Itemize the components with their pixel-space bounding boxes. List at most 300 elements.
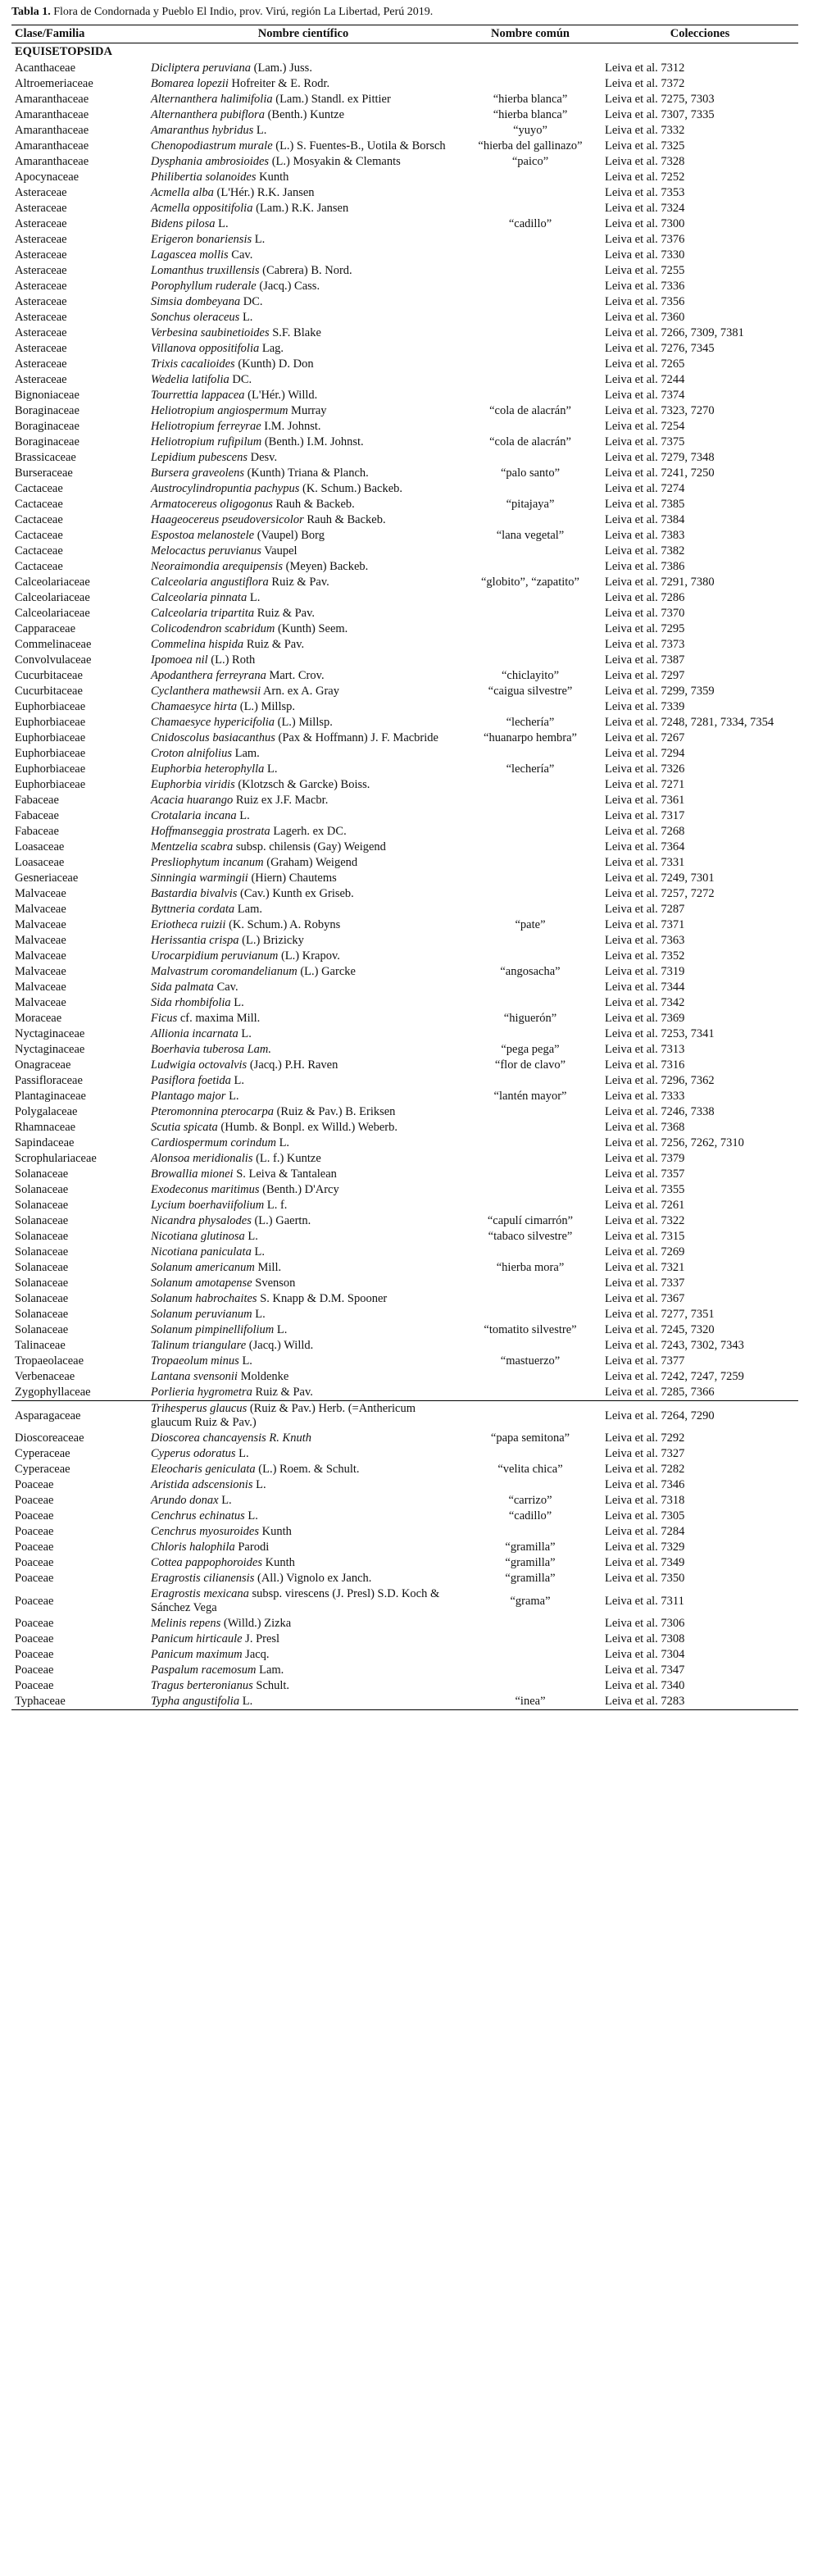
collections-cell: Leiva et al. 7377 [605,1354,685,1368]
table-row [11,1571,798,1586]
author-citation: (Jacq.) Cass. [259,280,320,293]
family-cell: Convolvulaceae [15,653,92,667]
species-epithet: Panicum maximum [151,1648,243,1661]
family-cell: Asteraceae [15,202,67,215]
collections-cell: Leiva et al. 7357 [605,1167,685,1181]
author-citation: (Klotzsch & Garcke) Boiss. [238,778,370,791]
document-page [11,0,798,1710]
scientific-name-cell [148,1571,459,1586]
table-row [11,1663,798,1678]
author-citation: (Kunth) Triana & Planch. [247,467,369,480]
common-name-cell [459,1151,602,1167]
family-cell: Malvaceae [15,934,66,947]
author-citation: (L.) Millsp. [277,716,333,729]
collections-cell: Leiva et al. 7384 [605,513,685,526]
collections-cell: Leiva et al. 7317 [605,809,685,822]
species-epithet: Presliophytum incanum [151,856,264,869]
collections-cell: Leiva et al. 7339 [605,700,685,713]
species-epithet: Boerhavia tuberosa Lam. [151,1043,272,1056]
common-name-cell: “mastuerzo” [500,1354,561,1368]
common-name-cell [459,341,602,357]
table-row [11,1182,798,1198]
family-cell: Poaceae [15,1594,54,1608]
family-cell: Zygophyllaceae [15,1386,91,1399]
collections-cell: Leiva et al. 7323, 7270 [605,404,715,417]
table-row [11,341,798,357]
author-citation: (L.) Gaertn. [254,1214,311,1227]
common-name-cell [459,606,602,621]
common-name-cell [459,1369,602,1385]
collections-cell: Leiva et al. 7253, 7341 [605,1027,715,1040]
family-cell: Asparagaceae [11,1401,148,1431]
table-row [11,61,798,76]
table-row [11,1446,798,1462]
family-cell: Solanaceae [15,1214,69,1227]
family-cell: Cucurbitaceae [15,669,83,682]
scientific-name-cell [148,886,459,902]
collections-cell: Leiva et al. 7371 [605,918,685,931]
author-citation: (Vaupel) Borg [257,529,325,542]
table-row [11,372,798,388]
common-name-cell [459,1632,602,1647]
species-epithet: Lepidium pubescens [151,451,248,464]
family-cell: Fabaceae [15,825,59,838]
scientific-name-cell [148,1555,459,1571]
species-epithet: Commelina hispida [151,638,244,651]
scientific-name-cell [148,544,459,559]
scientific-name-cell [148,61,459,76]
common-name-cell [459,263,602,279]
common-name-cell: “cadillo” [508,217,552,230]
header-scientific-name: Nombre científico [148,25,459,43]
scientific-name-cell [148,388,459,403]
collections-cell: Leiva et al. 7340 [605,1679,685,1692]
scientific-name-cell [148,1182,459,1198]
species-epithet: Cenchrus echinatus [151,1509,245,1522]
species-epithet: Chamaesyce hirta [151,700,238,713]
species-epithet: Solanum americanum [151,1261,255,1274]
scientific-name-cell [148,1198,459,1213]
common-name-cell [459,1524,602,1540]
family-cell: Altroemeriaceae [15,77,93,90]
family-cell: Loasaceae [15,840,65,853]
scientific-name-cell [148,1276,459,1291]
author-citation: (Lam.) Standl. ex Pittier [275,93,391,106]
author-citation: L. [256,124,267,137]
author-citation: DC. [243,295,263,308]
header-row [11,25,798,43]
author-citation: (Humb. & Bonpl. ex Willd.) Weberb. [220,1121,397,1134]
scientific-name-cell [148,1477,459,1493]
species-epithet: Sida palmata [151,981,214,994]
scientific-name-cell [148,1446,459,1462]
family-cell: Solanaceae [15,1308,69,1321]
collections-cell: Leiva et al. 7346 [605,1478,685,1491]
scientific-name-cell [148,559,459,575]
scientific-name-cell [148,248,459,263]
author-citation: Lam. [237,903,262,916]
common-name-cell: “pate” [515,918,546,931]
species-epithet: Scutia spicata [151,1121,218,1134]
collections-cell: Leiva et al. 7324 [605,202,685,215]
common-name-cell: “hierba blanca” [493,108,568,121]
author-citation: L. [218,217,229,230]
scientific-name-cell [148,1540,459,1555]
author-citation: L. [239,809,250,822]
scientific-name-cell [148,232,459,248]
author-citation: Mart. Crov. [269,669,325,682]
species-epithet: Sonchus oleraceus [151,311,240,324]
common-name-cell [459,840,602,855]
author-citation: (L.) Brizicky [242,934,304,947]
author-citation: (L.) Roth [211,653,256,667]
common-name-cell [459,372,602,388]
family-cell: Polygalaceae [15,1105,78,1118]
scientific-name-cell [148,668,459,684]
author-citation: L. [242,311,253,324]
author-citation: (Lam.) Juss. [253,61,312,75]
common-name-cell: “lechería” [506,716,555,729]
species-epithet: Plantago major [151,1090,226,1103]
author-citation: Parodi [238,1541,270,1554]
collections-cell: Leiva et al. 7313 [605,1043,685,1056]
species-epithet: Nicotiana glutinosa [151,1230,245,1243]
scientific-name-cell [148,1524,459,1540]
family-cell: Dioscoreaceae [15,1431,84,1445]
scientific-name-cell [148,684,459,699]
author-citation: Lagerh. ex DC. [273,825,347,838]
author-citation: Ruiz & Pav. [255,1386,313,1399]
scientific-name-cell [148,1493,459,1509]
author-citation: (Jacq.) P.H. Raven [249,1058,338,1072]
table-row [11,793,798,808]
collections-cell: Leiva et al. 7387 [605,653,685,667]
species-epithet: Croton alnifolius [151,747,232,760]
author-citation: Jacq. [245,1648,270,1661]
species-epithet: Acmella alba [151,186,214,199]
author-citation: L. [255,1308,266,1321]
family-cell: Commelinaceae [15,638,92,651]
species-epithet: Philibertia solanoides [151,171,257,184]
author-citation: Desv. [250,451,278,464]
family-cell: Talinaceae [15,1339,66,1352]
family-cell: Poaceae [15,1572,54,1585]
family-cell: Poaceae [15,1478,54,1491]
table-row [11,668,798,684]
common-name-cell [459,933,602,949]
collections-cell: Leiva et al. 7244 [605,373,685,386]
scientific-name-cell [148,107,459,123]
collections-cell: Leiva et al. 7321 [605,1261,685,1274]
author-citation: Ruiz & Pav. [257,607,316,620]
species-epithet: Colicodendron scabridum [151,622,275,635]
species-epithet: Bursera graveolens [151,467,244,480]
header-common-name: Nombre común [459,25,602,43]
family-cell: Cucurbitaceae [15,685,83,698]
species-epithet: Talinum triangulare [151,1339,247,1352]
family-cell: Asteraceae [15,342,67,355]
common-name-cell: “lantén mayor” [493,1090,567,1103]
scientific-name-cell [148,762,459,777]
species-epithet: Tragus berteronianus [151,1679,253,1692]
scientific-name-cell [148,1136,459,1151]
common-name-cell: “caigua silvestre” [488,685,573,698]
family-cell: Asteraceae [15,311,67,324]
common-name-cell [459,1477,602,1493]
family-cell: Poaceae [15,1663,54,1677]
table-row [11,512,798,528]
table-row [11,1229,798,1245]
table-row [11,730,798,746]
author-citation: (L.) Krapov. [280,949,340,963]
scientific-name-cell [148,730,459,746]
author-citation: (Kunth) D. Don [238,357,314,371]
species-epithet: Austrocylindropuntia pachypus [151,482,300,495]
table-row [11,154,798,170]
collections-cell: Leiva et al. 7241, 7250 [605,467,715,480]
scientific-name-cell [148,1647,459,1663]
common-name-cell: “angosacha” [500,965,561,978]
scientific-name-cell [148,980,459,995]
collections-cell: Leiva et al. 7367 [605,1292,685,1305]
collections-cell: Leiva et al. 7374 [605,389,685,402]
collections-cell: Leiva et al. 7328 [605,155,685,168]
common-name-cell [459,1647,602,1663]
collections-cell: Leiva et al. 7356 [605,295,685,308]
author-citation: L. [221,1494,232,1507]
author-citation: subsp. virescens (J. Presl) S.D. Koch & Sánchez Vega [151,1587,440,1614]
species-epithet: Pasiflora foetida [151,1074,231,1087]
species-epithet: Acmella oppositifolia [151,202,253,215]
collections-cell: Leiva et al. 7350 [605,1572,685,1585]
common-name-cell [459,481,602,497]
table-caption-label: Tabla 1. [11,6,51,18]
species-epithet: Acacia huarango [151,794,234,807]
table-row [11,76,798,92]
table-row [11,855,798,871]
common-name-cell: “lana vegetal” [496,529,565,542]
species-epithet: Cardiospermum corindum [151,1136,276,1149]
family-cell: Asteraceae [15,357,67,371]
species-epithet: Alonsoa meridionalis [151,1152,253,1165]
scientific-name-cell [148,466,459,481]
scientific-name-cell [148,933,459,949]
common-name-cell [459,232,602,248]
family-cell: Euphorbiaceae [15,762,86,776]
family-cell: Asteraceae [15,217,67,230]
common-name-cell [459,886,602,902]
species-epithet: Alternanthera pubiflora [151,108,265,121]
common-name-cell [459,871,602,886]
collections-cell: Leiva et al. 7245, 7320 [605,1323,715,1336]
scientific-name-cell [148,575,459,590]
author-citation: J. Presl [245,1632,280,1645]
table-row [11,497,798,512]
author-citation: L. [249,591,261,604]
author-citation: (Graham) Weigend [266,856,358,869]
species-epithet: Euphorbia viridis [151,778,235,791]
collections-cell: Leiva et al. 7307, 7335 [605,108,715,121]
species-epithet: Cottea pappophoroides [151,1556,263,1569]
species-epithet: Lomanthus truxillensis [151,264,260,277]
flora-table [11,25,798,1710]
species-epithet: Verbesina saubinetioides [151,326,270,339]
collections-cell: Leiva et al. 7352 [605,949,685,963]
table-row [11,1555,798,1571]
author-citation: (Ruiz & Pav.) B. Eriksen [276,1105,396,1118]
table-row [11,1026,798,1042]
scientific-name-cell [148,1401,459,1431]
family-cell: Solanaceae [15,1292,69,1305]
author-citation: Arn. ex A. Gray [262,685,339,698]
species-epithet: Nicandra physalodes [151,1214,252,1227]
family-cell: Poaceae [15,1525,54,1538]
table-row [11,699,798,715]
table-row [11,248,798,263]
family-cell: Poaceae [15,1541,54,1554]
table-row [11,481,798,497]
family-cell: Cactaceae [15,498,63,511]
species-epithet: Panicum hirticaule [151,1632,243,1645]
collections-cell: Leiva et al. 7319 [605,965,685,978]
scientific-name-cell [148,590,459,606]
table-body [11,43,798,1710]
common-name-cell [459,1307,602,1322]
collections-cell: Leiva et al. 7287 [605,903,685,916]
species-epithet: Tropaeolum minus [151,1354,239,1368]
table-row [11,917,798,933]
common-name-cell: “yuyo” [513,124,547,137]
author-citation: L. [238,1447,249,1460]
scientific-name-cell [148,512,459,528]
common-name-cell: “paico” [511,155,549,168]
family-cell: Amaranthaceae [15,93,89,106]
table-row [11,466,798,481]
species-epithet: Ludwigia octovalvis [151,1058,248,1072]
table-row [11,1509,798,1524]
collections-cell: Leiva et al. 7267 [605,731,685,744]
collections-cell: Leiva et al. 7291, 7380 [605,576,715,589]
table-row [11,1058,798,1073]
author-citation: Ruiz & Pav. [271,576,329,589]
species-epithet: Porophyllum ruderale [151,280,257,293]
family-cell: Burseraceae [15,467,73,480]
table-row [11,1524,798,1540]
family-cell: Malvaceae [15,887,66,900]
author-citation: Kunth [261,1525,292,1538]
scientific-name-cell [148,403,459,419]
collections-cell: Leiva et al. 7383 [605,529,685,542]
scientific-name-cell [148,949,459,964]
species-epithet: Eragrostis cilianensis [151,1572,255,1585]
family-cell: Asteraceae [15,233,67,246]
species-epithet: Bidens pilosa [151,217,216,230]
species-epithet: Nicotiana paniculata [151,1245,252,1258]
collections-cell: Leiva et al. 7370 [605,607,685,620]
common-name-cell [459,450,602,466]
family-cell: Poaceae [15,1679,54,1692]
collections-cell: Leiva et al. 7277, 7351 [605,1308,715,1321]
scientific-name-cell [148,1042,459,1058]
collections-cell: Leiva et al. 7344 [605,981,685,994]
scientific-name-cell [148,1151,459,1167]
scientific-name-cell [148,637,459,653]
table-row [11,419,798,435]
scientific-name-cell [148,793,459,808]
collections-cell: Leiva et al. 7361 [605,794,685,807]
collections-cell: Leiva et al. 7279, 7348 [605,451,715,464]
collections-cell: Leiva et al. 7271 [605,778,685,791]
collections-cell: Leiva et al. 7372 [605,77,685,90]
table-row [11,575,798,590]
common-name-cell [459,621,602,637]
species-epithet: Chloris halophila [151,1541,235,1554]
family-cell: Malvaceae [15,903,66,916]
table-row [11,1151,798,1167]
collections-cell: Leiva et al. 7333 [605,1090,685,1103]
family-cell: Asteraceae [15,248,67,262]
common-name-cell [459,1182,602,1198]
collections-cell: Leiva et al. 7332 [605,124,685,137]
family-cell: Typhaceae [11,1694,148,1710]
author-citation: L. [267,762,278,776]
family-cell: Bignoniaceae [15,389,79,402]
scientific-name-cell [148,497,459,512]
species-epithet: Solanum habrochaites [151,1292,257,1305]
table-row [11,886,798,902]
common-name-cell: “velita chica” [497,1463,563,1476]
table-row [11,715,798,730]
collections-cell: Leiva et al. 7257, 7272 [605,887,715,900]
table-row [11,1540,798,1555]
collections-cell: Leiva et al. 7349 [605,1556,685,1569]
common-name-cell: “hierba mora” [496,1261,565,1274]
collections-cell: Leiva et al. 7283 [602,1694,798,1710]
table-row [11,325,798,341]
species-epithet: Dysphania ambrosioides [151,155,270,168]
common-name-cell: “papa semitona” [490,1431,570,1445]
common-name-cell: “flor de clavo” [494,1058,566,1072]
scientific-name-cell [148,1229,459,1245]
species-epithet: Solanum peruvianum [151,1308,252,1321]
collections-cell: Leiva et al. 7355 [605,1183,685,1196]
table-row [11,1073,798,1089]
scientific-name-cell [148,310,459,325]
family-cell: Boraginaceae [15,404,79,417]
common-name-cell [459,1136,602,1151]
family-cell: Poaceae [15,1617,54,1630]
author-citation: (Willd.) Zizka [223,1617,292,1630]
family-cell: Nyctaginaceae [15,1027,85,1040]
species-epithet: Wedelia latifolia [151,373,229,386]
common-name-cell [459,637,602,653]
family-cell: Solanaceae [15,1245,69,1258]
common-name-cell: “capulí cimarrón” [487,1214,574,1227]
table-row [11,1089,798,1104]
family-cell: Euphorbiaceae [15,716,86,729]
scientific-name-cell [148,1213,459,1229]
table-row [11,1616,798,1632]
table-row [11,1385,798,1401]
table-row [11,1369,798,1385]
species-epithet: Apodanthera ferreyrana [151,669,266,682]
species-epithet: Trixis cacalioides [151,357,235,371]
family-cell: Malvaceae [15,981,66,994]
family-cell: Euphorbiaceae [15,778,86,791]
table-row [11,1493,798,1509]
family-cell: Nyctaginaceae [15,1043,85,1056]
scientific-name-cell [148,995,459,1011]
